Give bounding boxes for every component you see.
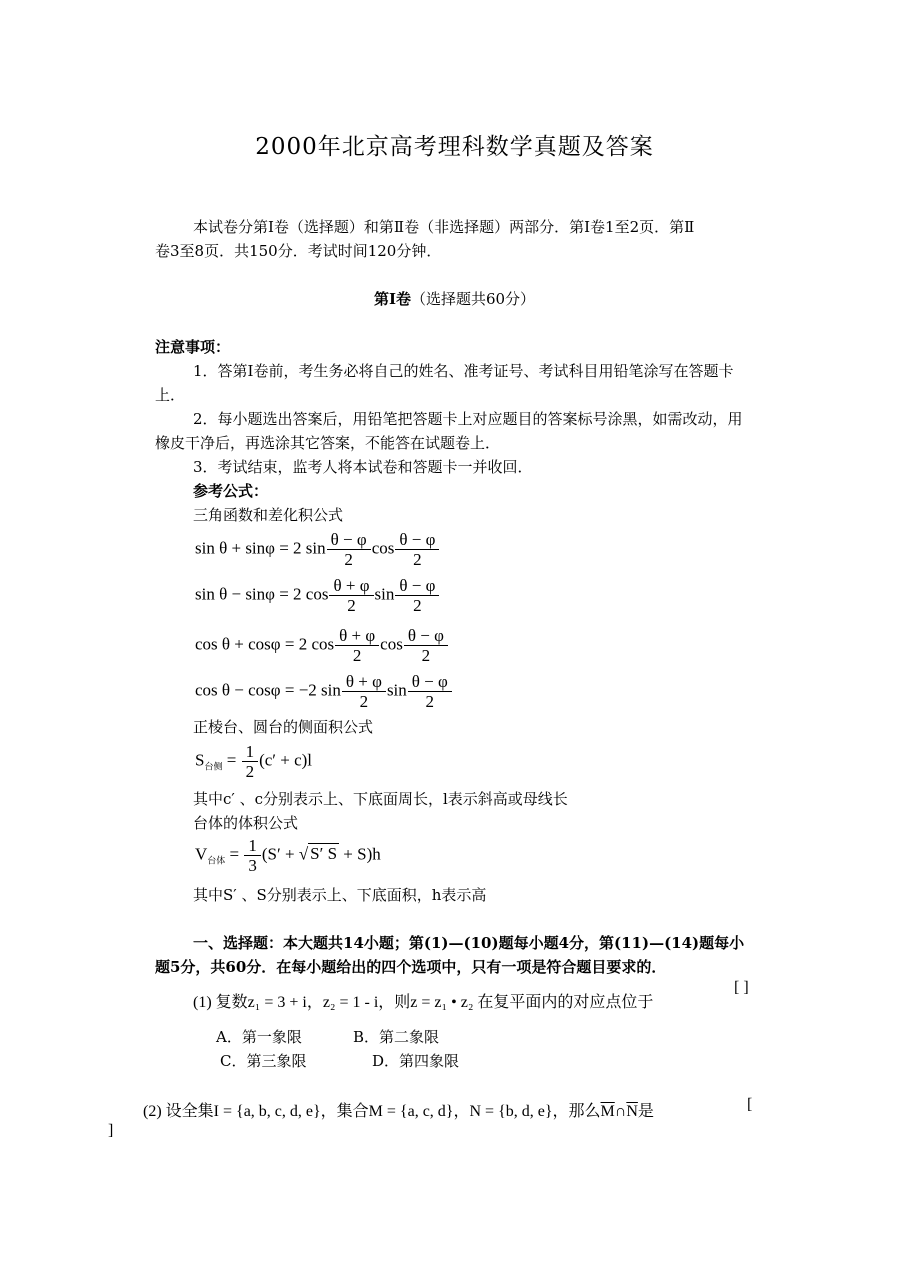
note-3: 3．考试结束，监考人将本试卷和答题卡一并收回． [193, 458, 533, 476]
question-2-bracket-open: [ [747, 1096, 753, 1113]
question-1-stem: (1) 复数z₁ = 3 + i，z₂ = 1 - i，则z = z₁ • z₂ 在复平面内的对应点位于 [193, 994, 654, 1011]
formula-lateral-area: $S_{台侧}$ = $\frac{1}{2}$ (c′ + c)l [195, 742, 313, 781]
question-2-bracket-close: ] [108, 1122, 114, 1139]
complement-m: $\overline{M}$ [600, 1103, 615, 1120]
formula-volume: $V_{台体}$ = $\frac{1}{3}$ (S′ + √ S′ S + S)h [195, 836, 381, 875]
note-1-line-2: 上． [155, 386, 186, 404]
intro-line-2: 卷3至8页．共150分．考试时间120分钟． [155, 242, 442, 260]
volume-note: 其中S′ 、S分别表示上、下底面积，h表示高 [193, 886, 487, 904]
question-1-bracket: [ ] [734, 979, 749, 996]
intro-line-1: 本试卷分第Ⅰ卷（选择题）和第Ⅱ卷（非选择题）两部分．第Ⅰ卷1至2页．第Ⅱ [193, 218, 695, 236]
question-2-stem: (2) 设全集I = {a, b, c, d, e}，集合M = {a, c, d}，N = {b, d, e}，那么$\overline{M}\cap\overline{N}$是 [143, 1103, 654, 1120]
notes-heading: 注意事项： [155, 338, 231, 356]
question-1-option-a: A．第一象限 [216, 1028, 302, 1046]
formula-sum-cos: cos θ + cosφ = 2 cos $\frac{\theta + \varphi}{2}$ cos $\frac{\theta - \varphi}{2}$ [195, 626, 449, 665]
note-1-line-1: 1．答第Ⅰ卷前，考生务必将自己的姓名、准考证号、考试科目用铅笔涂写在答题卡 [193, 362, 734, 380]
section-title-bold: 第Ⅰ卷 [373, 290, 411, 308]
volume-heading: 台体的体积公式 [193, 814, 299, 832]
formulas-heading: 参考公式： [193, 482, 269, 500]
part1-line-2: 题5分，共60分．在每小题给出的四个选项中，只有一项是符合题目要求的． [155, 958, 667, 976]
part1-line-1: 一、选择题：本大题共14小题；第(1)—(10)题每小题4分，第(11)—(14)题每小 [193, 934, 745, 952]
section-title [0, 288, 909, 310]
question-1-option-c: C．第三象限 [220, 1052, 307, 1070]
section-title-rest: （选择题共60分） [410, 290, 536, 308]
question-1-option-b: B．第二象限 [353, 1028, 440, 1046]
page-title: 2000年北京高考理科数学真题及答案 [255, 134, 654, 160]
question-1-option-d: D．第四象限 [372, 1052, 460, 1070]
formula-sum-sin: sin θ + sinφ = 2 sin $\frac{\theta - \varphi}{2}$ cos $\frac{\theta - \varphi}{2}$ [195, 530, 440, 569]
complement-n: $\overline{N}$ [626, 1103, 638, 1120]
note-2-line-1: 2．每小题选出答案后，用铅笔把答题卡上对应题目的答案标号涂黑，如需改动，用 [193, 410, 743, 428]
lateral-note: 其中c′ 、c分别表示上、下底面周长，l表示斜高或母线长 [193, 790, 568, 808]
trig-heading: 三角函数和差化积公式 [193, 506, 344, 524]
formula-diff-sin: sin θ − sinφ = 2 cos $\frac{\theta + \varphi}{2}$ sin $\frac{\theta - \varphi}{2}$ [195, 576, 440, 615]
lateral-heading: 正棱台、圆台的侧面积公式 [193, 718, 374, 736]
note-2-line-2: 橡皮干净后，再选涂其它答案，不能答在试题卷上． [155, 434, 501, 452]
formula-diff-cos: cos θ − cosφ = −2 sin $\frac{\theta + \varphi}{2}$ sin $\frac{\theta - \varphi}{2}$ [195, 672, 453, 711]
